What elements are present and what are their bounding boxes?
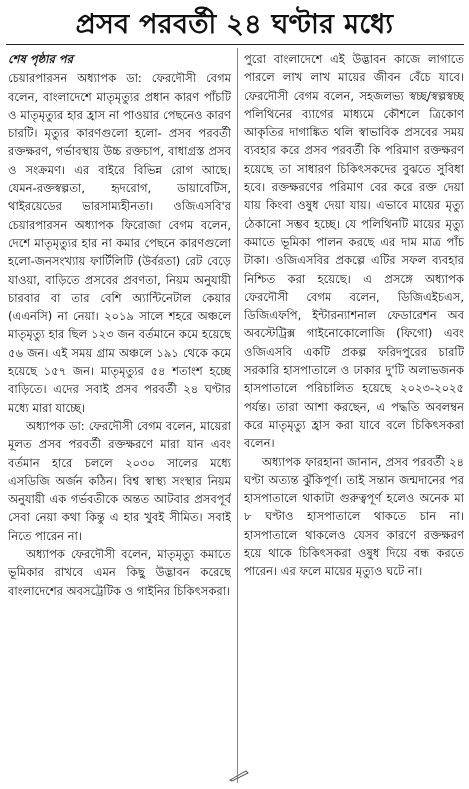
left-paragraph-1: চেয়ারপারসন অধ্যাপক ডা: ফেরদৌসী বেগম বলেন, বাংলাদেশে মাতৃমৃত্যুর প্রধান কারণ পাঁচটি ও মাতৃমৃত্যুর হার হ্রাস না পাওয়ার পেছনেও কারণ চারটি। মৃত্যুর কারণগুলো হলো- প্রসব পরবর্তী রক্তক্ষরণ, গর্ভাবস্থায় উচ্চ রক্তচাপ, বাধাগ্রস্ত প্রসব ও সংক্রমণ। এর বাইরে বিভিন্ন রোগ আছে। যেমন-রক্তস্বল্পতা, হৃদরোগ, ডায়াবেটিস, থাইরয়েডের ভারসাম্যহীনতা। ওজিএসবি'র চেয়ারপারসন অধ্যাপক ফিরোজা বেগম বলেন, দেশে মাতৃমৃত্যুর হার না কমার পেছনে কারণগুলো হলো-জনসংখ্যায় ফার্টিলিটি (উর্বরতা) রেট বেড়ে যাওয়া, বাড়িতে প্রসবের প্রবণতা, নিয়ম অনুযায়ী চারবার বা তার বেশি অ্যান্টিনেটাল কেয়ার (এএনসি) না নেয়া। ২০১৯ সালে শহরে অঞ্চলে মাতৃমৃত্যু হার ছিল ১২৩ জন বর্তমানে কমে হয়েছে ৫৬ জন। এই সময় গ্রাম অঞ্চলে ১৯১ থেকে কমে হয়েছে ১৫৭ জন। মাতৃমৃত্যুর ৫৪ শতাংশ হচ্ছে বাড়িতে। এদের সবাই প্রসব পরবর্তী ২৪ ঘণ্টার মধ্যে মারা যাচ্ছে। [8, 71, 231, 415]
left-paragraph-3: অধ্যাপক ফেরদৌসী বলেন, মাতৃমৃত্যু কমাতে ভূমিকার রাখবে এমন কিছু উদ্ভাবন করেছে বাংলাদেশের অবসট্রেটিক ও গাইনির চিকিৎসকরা। [8, 547, 231, 598]
right-paragraph-1: পুরো বাংলাদেশে এই উদ্ভাবন কাজে লাগাতে পারলে লাখ লাখ মায়ের জীবন বেঁচে যাবে। ফেরদৌসী বেগম বলেন, সহজলভ্য স্বচ্ছ/স্বল্পস্বচ্ছ পলিথিনের ব্যাগের মাধ্যমে কৌশলে ত্রিকোণ আকৃতির দাগাঙ্কিত থলি স্বাভাবিক প্রসবের সময় ব্যবহার করে প্রসব পরবর্তী কি পরিমাণ রক্তক্ষরণ হয়েছে তা সাধারণ চিকিৎসকদের বুঝতে সুবিধা হবে। রক্তক্ষরণের পরিমাণ বের করে রক্ত দেয়া যায় কিংবা ওষুধ দেয়া যায়। এভাবে মায়ের মৃত্যু ঠেকানো সম্ভব হচ্ছে। যে পলিথিনটি মায়ের মৃত্যু কমাতে ভূমিকা পালন করছে এর দাম মাত্র পাঁচ টাকা। ওজিএসবির প্রকল্পে এটির সফল ব্যবহার নিশ্চিত করা হয়েছে। এ প্রসঙ্গে অধ্যাপক ফেরদৌসী বেগম বলেন, ডিজিএইচএস, ডিজিএফপি, ইন্টারন্যাশনাল ফেডারেশন অব অবস্টেট্রিক্স গাইনোকোলোজি (ফিগো) এবং ওজিএসবি একটি প্রকল্প ফরিদপুরের চারটি সরকারি হাসপাতালে ও ঢাকার দু'টি অলাভজনক হাসপাতালে পরিচালিত হয়েছে ২০২৩-২০২৫ পর্যন্ত। তারা আশা করছেন, এ পদ্ধতি অবলম্বন করে মাতৃমৃত্যু হ্রাস করা যাবে বলে চিকিৎসকরা বলেন। [244, 52, 464, 451]
left-paragraph-2: অধ্যাপক ডা: ফেরদৌসী বেগম বলেন, মায়েরা মূলত প্রসব পরবর্তী রক্তক্ষরণে মারা যান এবং বর্তমান হারে চললে ২০৩০ সালের মধ্যে এসডিজি অর্জন কঠিন। বিশ্ব স্বাস্থ্য সংস্থার নিয়ম অনুযায়ী এক গর্ভবতীকে অন্তত আটবার প্রসবপূর্ব সেবা নেয়া কথা কিন্তু এ হার খুবই সীমিত। সবাই নিতে পারেন না। [8, 418, 231, 543]
continuation-kicker: শেষ পৃষ্ঠার পর [8, 52, 73, 66]
headline: প্রসব পরবর্তী ২৪ ঘণ্টার মধ্যে [75, 9, 394, 40]
left-column [8, 50, 231, 785]
headline-rule [6, 44, 464, 45]
right-paragraph-2: অধ্যাপক ফারহানা জানান, প্রসব পরবর্তী ২৪ ঘণ্টা অত্যন্ত ঝুঁকিপূর্ণ। তাই সন্তান জন্মদানের পর হাসপাতালে থাকাটা গুরুত্বপূর্ণ হলেও অনেক মা ৮ ঘণ্টাও হাসপাতালে থাকতে চান না। হাসপাতালে থাকলেও যেসব কারণে রক্তক্ষরণ হয়ে থাকে চিকিৎসকরা ওষুধ দিয়ে বন্ধ করতে পারেন। এর ফলে মায়ের মৃত্যুও ঘটে না। [244, 454, 464, 579]
end-mark-pen-icon [228, 768, 250, 782]
column-divider [237, 48, 238, 783]
right-column [244, 50, 464, 785]
